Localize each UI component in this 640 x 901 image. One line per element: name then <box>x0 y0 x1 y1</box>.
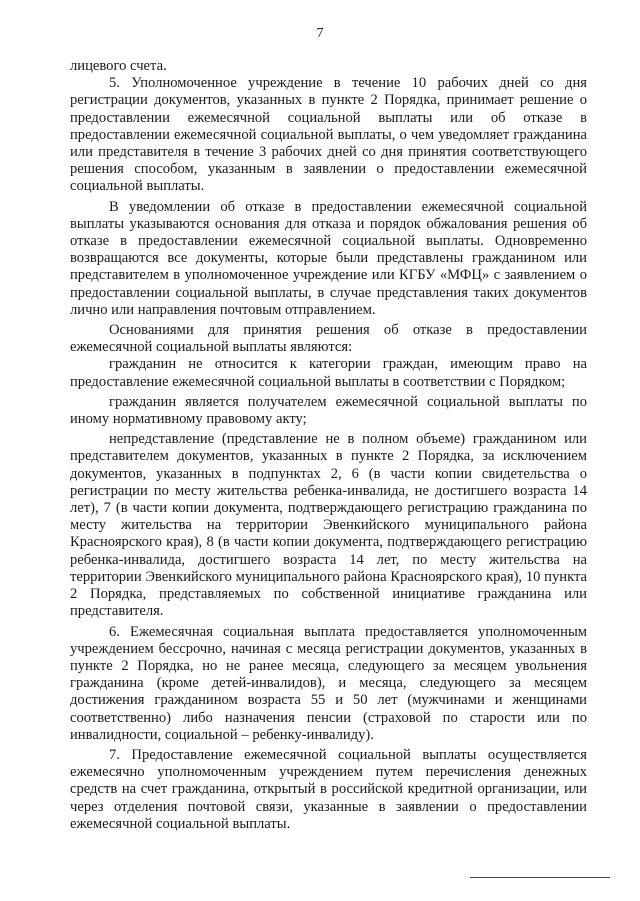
page-number: 7 <box>316 26 324 41</box>
paragraph-item-6: 6. Ежемесячная социальная выплата предоставляется уполномоченным учреждением бессрочно, начиная с месяца регистрации документов, указанных в пункте 2 Порядка, но не ранее месяца, следующего за месяцем увольнения гражданина (кроме детей-инвалидов), и месяца, следующего за месяцем достижения гражданином возраста 55 и 50 лет (мужчинами и женщинами соответственно) либо назначения пенсии (страховой по старости или по инвалидности, социальной – ребенку-инвалиду). <box>70 623 587 743</box>
paragraph-item-7: 7. Предоставление ежемесячной социальной выплаты осуществляется ежемесячно уполномоченным учреждением путем перечисления денежных средств на счет гражданина, открытый в российской кредитной организации, или через отделения почтовой связи, указанные в заявлении о предоставлении ежемесячной социальной выплаты. <box>70 746 587 832</box>
document-body <box>70 58 587 833</box>
paragraph-ground-recipient: гражданин является получателем ежемесячной социальной выплаты по иному нормативному правовому акту; <box>70 393 587 428</box>
paragraph-ground-category: гражданин не относится к категории граждан, имеющим право на предоставление ежемесячной социальной выплаты в соответствии с Порядком; <box>70 356 587 390</box>
paragraph-item-5: 5. Уполномоченное учреждение в течение 10 рабочих дней со дня регистрации документов, указанных в пункте 2 Порядка, принимает решение о предоставлении ежемесячной социальной выплаты или об отказе в предоставлении ежемесячной социальной выплаты, о чем уведомляет гражданина или представителя в течение 3 рабочих дней со дня принятия соответствующего решения способом, указанным в заявлении о предоставлении ежемесячной социальной выплаты. <box>70 75 587 195</box>
paragraph-refusal-notice: В уведомлении об отказе в предоставлении ежемесячной социальной выплаты указываются основания для отказа и порядок обжалования решения об отказе в предоставлении ежемесячной социальной выплаты. Одновременно возвращаются все документы, которые были представлены гражданином или представителем в уполномоченное учреждение или КГБУ «МФЦ» с заявлением о предоставлении социальной выплаты, в случае представления таких документов лично или направления почтовым отправлением. <box>70 198 587 318</box>
paragraph-refusal-grounds-intro: Основаниями для принятия решения об отказе в предоставлении ежемесячной социальной выплаты являются: <box>70 322 587 356</box>
paragraph-continuation: лицевого счета. <box>70 58 167 74</box>
paragraph-ground-documents: непредставление (представление не в полном объеме) гражданином или представителем документов, указанных в пункте 2 Порядка, за исключением документов, указанных в подпунктах 2, 6 (в части копии свидетельства о регистрации по месту жительства ребенка-инвалида, не достигшего возраста 14 лет), 7 (в части копии документа, подтверждающего регистрацию гражданина по месту жительства на территории Эвенкийского муниципального района Красноярского края), 8 (в части копии документа, подтверждающего регистрацию ребенка-инвалида, достигшего возраста 14 лет, по месту жительства на территории Эвенкийского муниципального района Красноярского края), 10 пункта 2 Порядка, представляемых по собственной инициативе гражданина или представителя. <box>70 431 587 620</box>
footer-divider <box>470 877 610 878</box>
